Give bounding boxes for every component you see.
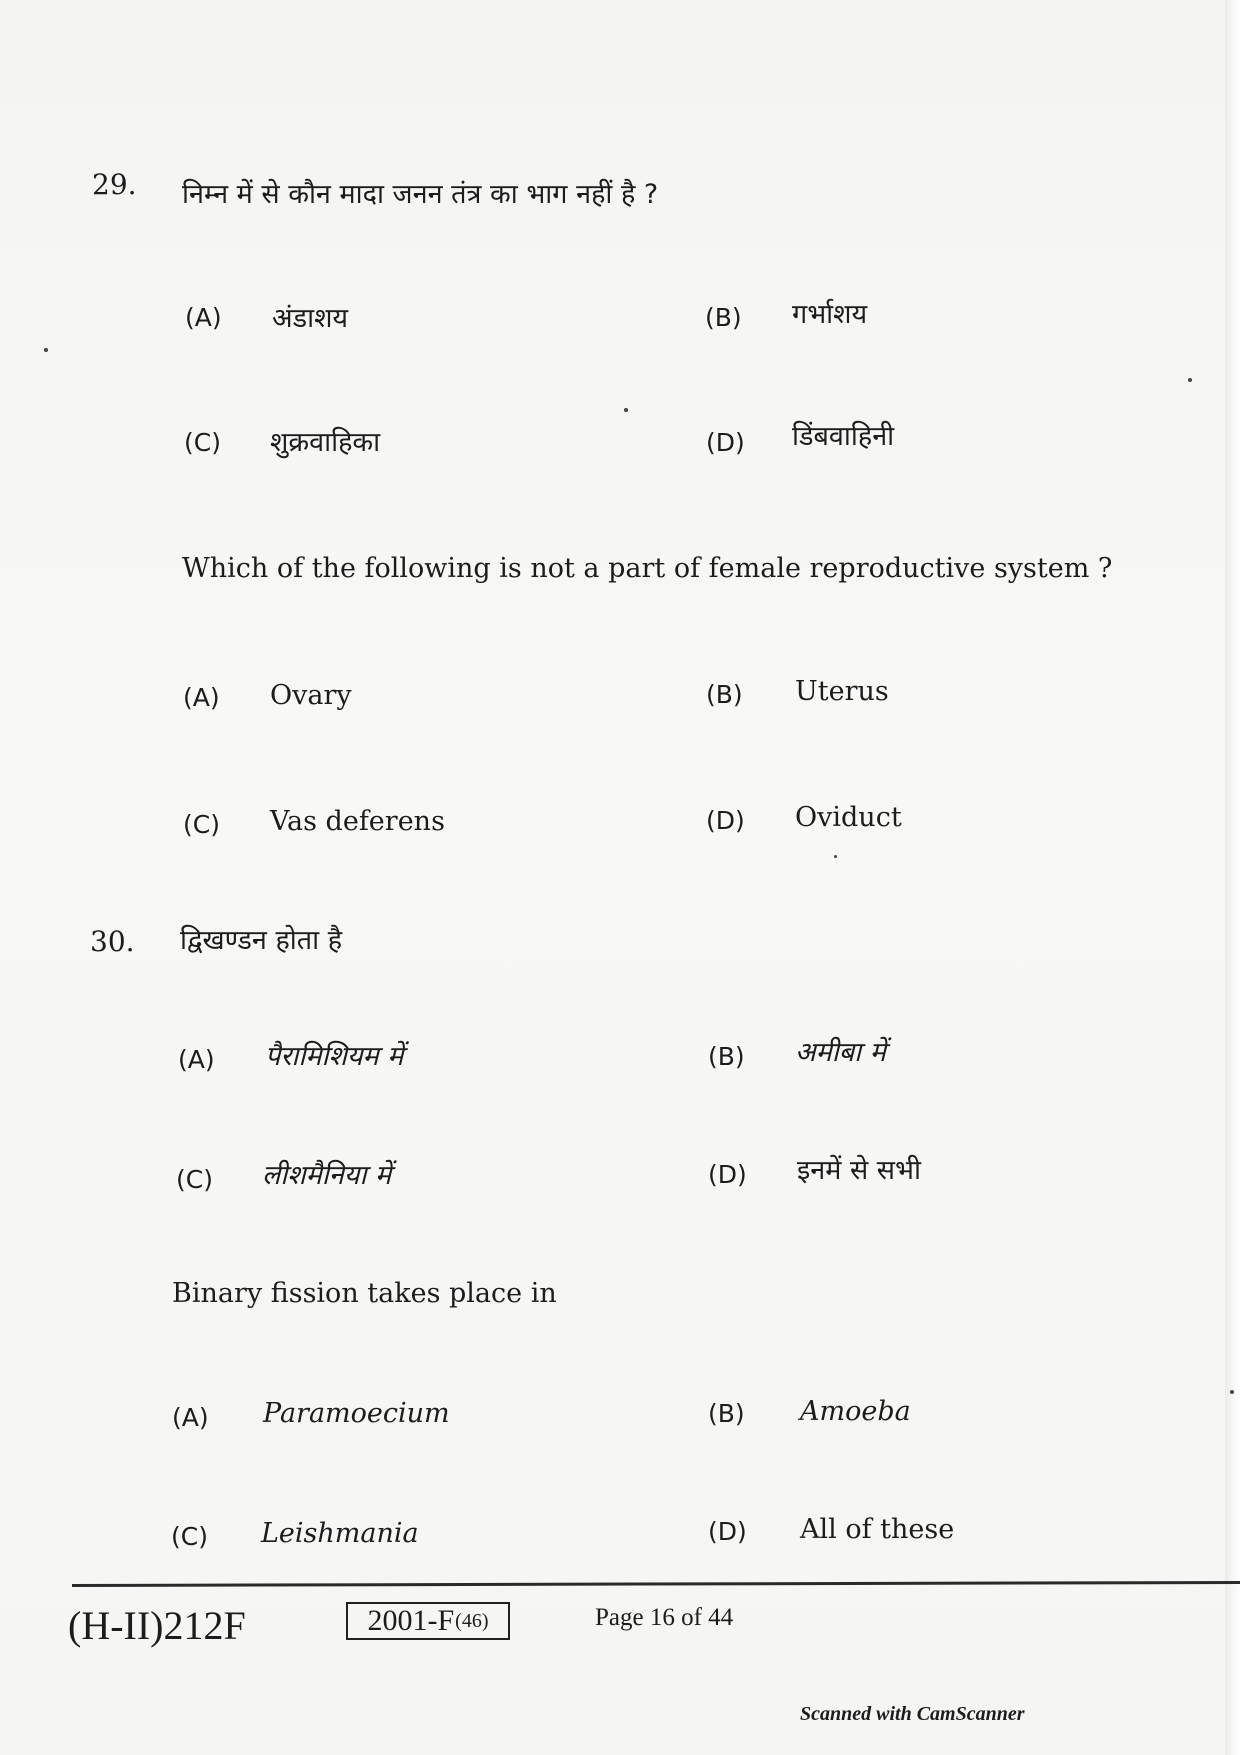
q29-english-option-c-letter: (C) <box>183 810 220 839</box>
q30-english-option-b: Amoeba <box>800 1396 911 1427</box>
q30-hindi-option-a-letter: (A) <box>178 1045 215 1074</box>
q29-english-option-b: Uterus <box>795 676 889 707</box>
q29-english-option-d-letter: (D) <box>706 806 745 835</box>
q30-hindi-option-b-letter: (B) <box>708 1042 745 1071</box>
q29-hindi-option-b-letter: (B) <box>705 303 742 332</box>
q29-hindi-option-d: डिंबवाहिनी <box>792 421 895 452</box>
scan-edge <box>1225 0 1240 1755</box>
q29-english-option-a: Ovary <box>270 680 352 711</box>
q30-hindi-option-d-letter: (D) <box>708 1160 747 1189</box>
footer-rule <box>72 1581 1240 1587</box>
q30-hindi-option-c-letter: (C) <box>176 1165 213 1194</box>
question-number-29: 29. <box>92 168 137 201</box>
q30-english-option-c-letter: (C) <box>171 1522 208 1551</box>
q29-hindi-option-a: अंडाशय <box>272 303 349 334</box>
camscanner-watermark: Scanned with CamScanner <box>800 1703 1025 1725</box>
q29-english-stem: Which of the following is not a part of female reproductive system ? <box>182 553 1113 584</box>
page-number: Page 16 of 44 <box>595 1604 734 1631</box>
q29-hindi-option-b: गर्भाशय <box>792 299 868 330</box>
q30-english-option-b-letter: (B) <box>708 1399 745 1428</box>
q29-english-option-c: Vas deferens <box>270 806 445 837</box>
q29-hindi-option-d-letter: (D) <box>706 428 745 457</box>
q29-hindi-option-c: शुक्रवाहिका <box>270 427 381 458</box>
set-code-suffix: (46) <box>455 1609 489 1632</box>
q30-english-option-c: Leishmania <box>261 1518 419 1549</box>
q29-hindi-option-a-letter: (A) <box>185 303 222 332</box>
question-number-30: 30. <box>90 925 135 958</box>
q30-hindi-stem: द्विखण्डन होता है <box>180 925 343 956</box>
scan-speck <box>834 855 837 858</box>
q29-english-option-a-letter: (A) <box>183 683 220 712</box>
q29-hindi-option-c-letter: (C) <box>184 428 221 457</box>
q29-hindi-stem: निम्न में से कौन मादा जनन तंत्र का भाग नहीं है ? <box>182 179 659 210</box>
scan-speck <box>624 408 628 412</box>
q30-hindi-option-a: पैरामिशियम में <box>265 1041 404 1072</box>
q30-english-option-d-letter: (D) <box>708 1517 747 1546</box>
paper-code: (H-II)212F <box>68 1603 246 1648</box>
q30-hindi-option-d: इनमें से सभी <box>797 1155 922 1186</box>
q30-hindi-option-c: लीशमैनिया में <box>262 1160 392 1191</box>
set-code: 2001-F <box>367 1604 455 1637</box>
q30-english-option-d: All of these <box>800 1514 955 1545</box>
scan-speck <box>1188 378 1192 382</box>
q30-english-option-a-letter: (A) <box>172 1403 209 1432</box>
q30-hindi-option-b: अमीबा में <box>795 1037 886 1068</box>
q30-english-option-a: Paramoecium <box>263 1398 450 1429</box>
q30-english-stem: Binary fission takes place in <box>172 1278 557 1309</box>
q29-english-option-d: Oviduct <box>795 802 902 833</box>
q29-english-option-b-letter: (B) <box>706 680 743 709</box>
set-code-box <box>346 1602 510 1640</box>
scan-speck <box>44 348 48 352</box>
scan-speck <box>1230 1390 1234 1394</box>
